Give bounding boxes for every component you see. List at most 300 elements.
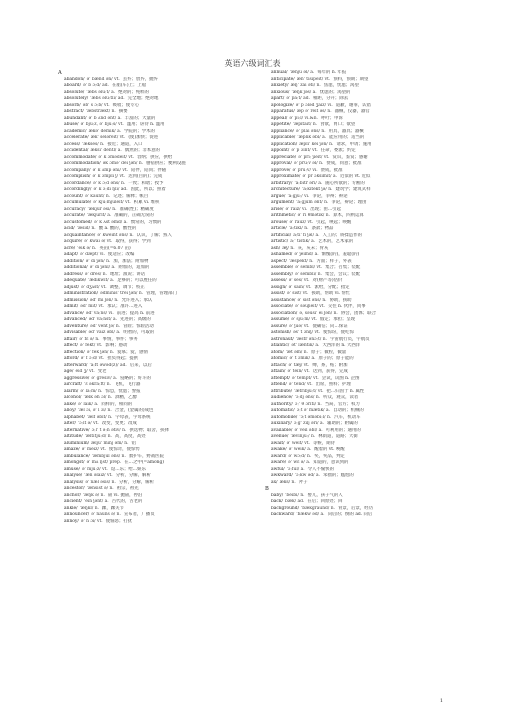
entry-pronunciation: 'æmbjul əns/ n. (91, 453, 126, 459)
entry-word: absolutely/ (64, 96, 89, 101)
entry-definition: 允许进入；承认 (121, 297, 153, 303)
entry-word: automatic/ (271, 408, 295, 413)
entry-pronunciation: 'æbs əluːt/ a. (86, 89, 116, 95)
entry-pronunciation: 'ækjur əsi/ n. (87, 206, 117, 212)
entry-definition: 向后的；倒的 ad. 向后 (327, 512, 373, 517)
entry-word: announcer/ (64, 512, 90, 517)
entry-word: afterward/ (64, 362, 88, 368)
entry-word: await/ (271, 440, 285, 446)
entry-pronunciation: əd' mi ʃən/ n. (89, 297, 119, 303)
entry-pronunciation: ə' sembl/ vt. (295, 265, 323, 270)
entry-word: assume/ (271, 317, 290, 322)
entry-pronunciation: æp ə' reit əs/ n. (296, 109, 332, 114)
entry-pronunciation: 'ɔːdj əns/ n. (294, 395, 321, 400)
entry-definition: 赏识，鉴赏；感谢 (332, 154, 368, 160)
entry-pronunciation: 'ænju əl/ a. (289, 70, 315, 75)
entry-pronunciation: ə' laːm/ n. (80, 388, 103, 394)
entry-word: automobile/ (271, 414, 298, 420)
entry-definition: 积累 vi. 堆积 (133, 200, 160, 205)
entry-definition: 灰，灰末；骨灰 (297, 245, 329, 251)
entry-definition: 祖宗，祖先 (116, 486, 139, 491)
entry-definition: 斧子 (298, 479, 308, 485)
entry-word: abstract/ (64, 109, 84, 114)
entry-word: admission/ (64, 297, 88, 303)
entry-pronunciation: aːti' fi ʃəl/ a. (293, 232, 320, 238)
entry-definition: 接近；通道，入口 (107, 141, 143, 147)
entry-word: attempt/ (271, 375, 290, 381)
entry-pronunciation: ə' di ʃən/ n. (85, 258, 111, 264)
entry-word: adequate/ (64, 278, 87, 283)
entry-word: analyse/ (64, 473, 83, 478)
entry-pronunciation: 'ɔːful/ a. (286, 466, 305, 472)
entry-word: aboard/ (64, 83, 82, 88)
entry-pronunciation: ə' fek ʃən/ n. (86, 349, 115, 355)
entry-pronunciation: ə' fekt/ vt. (80, 343, 103, 348)
entry-word: auxiliary/ (271, 421, 292, 426)
entry-definition: 明智的，可取的 (123, 330, 155, 335)
right-entry-list-b (265, 493, 461, 519)
entry-definition: 缚，系，贴；附加 (312, 362, 348, 368)
entry-word: awake/ (271, 447, 287, 452)
entry-word: addition/ (64, 258, 84, 264)
entry-pronunciation: əd' vaːnst/ a. (88, 317, 118, 322)
entry-pronunciation: ə' tend/ vt. (288, 382, 313, 387)
entry-definition: 惯常的，习惯的 (130, 219, 162, 225)
entry-definition: 相距，分开；除去 (312, 96, 349, 101)
vocab-entry (58, 519, 254, 526)
entry-pronunciation: æn' tisipeit/ vt. (296, 76, 331, 82)
entry-word: argue/ (271, 193, 286, 199)
entry-pronunciation: 'æŋk ʃəs/ a. (291, 89, 317, 95)
entry-definition: 使适应；改编 (107, 252, 135, 257)
entry-word: advanced/ (64, 317, 87, 322)
entry-word: acid/ (64, 226, 75, 231)
entry-pronunciation: 'aːft əwəd(z)/ ad. (89, 362, 127, 368)
entry-word: alike/ (64, 401, 77, 407)
entry-word: ambulance/ (64, 453, 90, 459)
entry-definition: 承认；准许…进入 (107, 304, 143, 309)
entry-pronunciation: əb' s ɔːb/ vt. (82, 102, 110, 108)
entry-pronunciation: 'ædikwit/ a. (88, 278, 115, 283)
entry-word: appreciate/ (271, 154, 297, 160)
entry-pronunciation: 'æpitait/ n. (292, 122, 318, 127)
entry-pronunciation: ə' pruːv/ vi. (292, 167, 318, 173)
right-entry-list (265, 70, 461, 486)
entry-pronunciation: ə' ses/ vt. (288, 278, 310, 283)
entry-word: annoy/ (64, 518, 79, 524)
entry-word: assistance/ (271, 297, 296, 303)
entry-word: accurate/ (64, 213, 85, 218)
entry-definition: 英亩(=6.07 亩) (99, 245, 131, 251)
section-letter-b: B (265, 486, 269, 492)
entry-word: acquaintance/ (64, 232, 96, 238)
vocab-entry (265, 512, 461, 519)
entry-pronunciation: 'ein ʃənt/ a. (83, 499, 109, 504)
entry-pronunciation: ə' b ʌnd ənt/ a. (88, 115, 122, 121)
entry-word: aluminium/ (64, 440, 90, 446)
entry-definition: 改变，变更；改成 (101, 421, 137, 426)
entry-definition: 高，高度，高处 (114, 434, 146, 439)
entry-definition: 管理，管理部门 (146, 291, 177, 296)
entry-definition: 用具，器具；器械 (328, 128, 364, 134)
entry-definition: 呼吁；申诉 (320, 115, 343, 121)
entry-pronunciation: æŋ' zai əti/ n. (290, 83, 321, 88)
entry-pronunciation: 'ætribjuːt/ vt. (294, 388, 324, 394)
entry-pronunciation: ə' dæpt/ vi. (80, 252, 105, 257)
section-letter-a: A (58, 70, 62, 76)
entry-definition: 偶然的；非本意的 (124, 148, 160, 153)
entry-definition: 出席，照料；护理 (315, 382, 351, 387)
entry-word: aggressive/ (64, 375, 90, 381)
entry-definition: 在…之中(=among) (124, 460, 164, 465)
entry-definition: 达到(目的)；完成 (128, 174, 163, 179)
entry-definition: 变老 (97, 369, 107, 374)
entry-pronunciation: ə' tæʃ/ vt. (288, 362, 310, 368)
entry-definition: 算术，四则运算 (333, 213, 364, 218)
page-title: 英语六级词汇表 (224, 59, 281, 68)
entry-definition: 等候，期待 (312, 440, 335, 446)
entry-word: backward/ (271, 512, 295, 517)
entry-definition: 当局，官方；权力 (324, 401, 360, 407)
entry-definition: 记述；解释；帐目 (113, 193, 149, 199)
entry-word: baby/ (271, 492, 284, 498)
entry-pronunciation: 'æsid/ n. (76, 226, 96, 231)
entry-word: affair/ (64, 336, 78, 342)
entry-definition: 爱慕；爱，感情 (117, 349, 148, 355)
entry-pronunciation: æksi' dentl/ a. (90, 148, 122, 153)
entry-definition: 争论，辩论；理由 (331, 200, 367, 205)
right-column (265, 70, 461, 519)
entry-definition: 在后；回原处；回 (307, 499, 343, 504)
entry-pronunciation: ə' p ɔint/ vt. (291, 148, 318, 153)
entry-pronunciation: ɔːg' zilj əri/ a. (293, 421, 325, 426)
entry-definition: 请求，申请；施用 (336, 141, 372, 147)
entry-word: assign/ (271, 284, 287, 290)
entry-word: administration/ (64, 291, 99, 296)
entry-word: awful/ (271, 466, 285, 472)
entry-pronunciation: ə, səusi' ei ʃən/ n. (299, 310, 338, 316)
entry-definition: 惊恐，忧虑；警报 (105, 388, 141, 394)
entry-definition: 把…归因于 n. 属性 (326, 388, 365, 394)
entry-word: additional/ (64, 265, 88, 270)
entry-word: artificial/ (271, 232, 292, 238)
entry-pronunciation: ə' mjuːz/ vt. (81, 466, 108, 472)
entry-pronunciation: ə' pruːv əl/ n. (293, 161, 324, 166)
entry-pronunciation: ə' f ɔːd/ vt. (80, 356, 105, 361)
entry-definition: 集会，会议；装配 (325, 271, 361, 277)
entry-definition: 使确信；向…保证 (312, 323, 348, 329)
entry-pronunciation: ə' nauns ə/ n. (91, 512, 121, 517)
entry-pronunciation: ə' laik/ a. (78, 401, 99, 407)
entry-pronunciation: 'ε əkraːft/ n. (84, 382, 111, 387)
entry-word: apart/ (271, 96, 285, 101)
entry-definition: 合金，(金属的)成色 (114, 408, 154, 413)
entry-word: association/ (271, 310, 298, 316)
entry-word: artistic/ (271, 239, 289, 244)
entry-pronunciation: æk' seləreit/ vt. (90, 135, 126, 140)
entry-word: accustomed/ (64, 219, 93, 225)
entry-pronunciation: 'beibi/ n. (285, 492, 305, 498)
entry-word: access/ (64, 141, 81, 147)
left-column (58, 70, 254, 525)
entry-pronunciation: ə' di ʃənl/ a. (89, 265, 116, 270)
entry-definition: 丰富的；大量的 (124, 115, 156, 121)
entry-pronunciation: əd' vent ʃə/ n. (90, 323, 121, 329)
entry-definition: 引起，唤起；唤醒 (316, 219, 352, 225)
entry-word: adapt/ (64, 252, 79, 257)
entry-definition: 丢弃；放弃，抛弃 (122, 76, 158, 82)
entry-word: authority/ (271, 401, 293, 407)
entry-definition: 认识，了解；熟人 (136, 232, 172, 238)
left-entry-list (58, 77, 254, 526)
entry-word: avenue/ (271, 434, 289, 439)
entry-pronunciation: 'ækjurit/ a. (86, 213, 112, 218)
entry-definition: 逗…乐；给…娱乐 (110, 466, 146, 472)
entry-definition: 准确的，正确无误的 (114, 213, 154, 218)
entry-pronunciation: ə' n ɔi/ vt. (80, 518, 103, 524)
entry-word: assess/ (271, 278, 287, 283)
entry-pronunciation: 'ɔːlt ə/ vt. (77, 421, 99, 426)
entry-pronunciation: 'ɔːkw əd/ a. (294, 473, 321, 478)
entry-definition: 赞成，同意；批准 (326, 161, 362, 166)
entry-word: admit/ (64, 304, 79, 309)
entry-pronunciation: ælju' minj əm/ n. (91, 440, 129, 446)
entry-definition: 达到，获得，完成 (312, 369, 348, 374)
entry-word: absolute/ (64, 89, 85, 95)
entry-definition: 锚 vi. 抛锚，停泊 (107, 492, 143, 498)
entry-definition: 先进的；高级的 (120, 317, 151, 322)
entry-word: arise/ (271, 206, 284, 212)
entry-word: assemble/ (271, 265, 294, 270)
entry-pronunciation: 'æt əm/ n. (285, 349, 309, 355)
entry-pronunciation: 'ækses/ n. (82, 141, 105, 147)
entry-pronunciation: ə' dʒʌst/ vt. (81, 284, 107, 290)
entry-pronunciation: ə' tempt/ vt. (291, 375, 319, 381)
entry-word: abundant/ (64, 115, 87, 121)
entry-word: aspect/ (271, 258, 287, 264)
entry-pronunciation: ə' k ɔːd əns/ n. (93, 180, 126, 186)
entry-pronunciation: ə' wɔːd/ n. (288, 453, 312, 459)
entry-definition: (使)加快；促进 (128, 135, 159, 140)
entry-pronunciation: ɔːl' t əːn ətiv/ n. (91, 427, 127, 433)
entry-definition: 随心所欲的；专断的 (325, 180, 365, 186)
entry-pronunciation: 'ælf əbit/ n. (86, 414, 113, 420)
entry-pronunciation: æpli' kei ʃən/ n. (299, 141, 334, 147)
entry-definition: 笨拙的；尴尬的 (323, 473, 354, 478)
entry-definition: 踝，踝关节 (101, 505, 124, 511)
entry-pronunciation: ə' paːt/ ad. (286, 96, 310, 101)
entry-definition: 汽车，机动车 (334, 414, 361, 420)
entry-definition: 酒精，乙醇 (115, 395, 138, 400)
entry-definition: 赞成，批准 (320, 167, 343, 173)
entry-definition: 争论，争辩；辩论 (312, 193, 348, 199)
entry-pronunciation: ə' ʃeimd/ a. (294, 252, 319, 257)
entry-word: attribute/ (271, 388, 293, 394)
entry-definition: 吸收；使专心 (112, 102, 140, 108)
entry-definition: 铝 (131, 440, 136, 446)
entry-pronunciation: ə' gresiv/ a. (91, 375, 118, 381)
entry-pronunciation: ə' tein/ vt. (287, 369, 310, 374)
entry-pronunciation: 'bækgraund/ n. (301, 505, 335, 511)
entry-word: alter/ (64, 421, 76, 426)
entry-word: accuracy/ (64, 206, 86, 212)
entry-word: attend/ (271, 382, 287, 387)
entry-definition: 后来，以后 (129, 362, 152, 368)
entry-pronunciation: ə' b ɔːd/ ad. (83, 83, 109, 88)
entry-pronunciation: ət' læntik/ a. (291, 343, 320, 348)
entry-pronunciation: ə' pr ɔksimit/ a. (302, 174, 338, 179)
entry-definition: 使恼怒；打扰 (105, 518, 133, 524)
entry-word: assembly/ (271, 271, 294, 277)
entry-pronunciation: 'aːgjuː/ vi. (287, 193, 310, 199)
entry-definition: 援助，帮助 vi. 帮忙 (311, 291, 351, 296)
entry-pronunciation: 'æŋk ə/ n. (82, 492, 105, 498)
entry-word: adventure/ (64, 323, 89, 329)
entry-word: academic/ (64, 128, 87, 134)
entry-word: anxiety/ (271, 83, 289, 88)
entry-pronunciation: ə' k ɔmpli ʃ/ vt. (92, 174, 126, 179)
entry-definition: 原子的；原子能的 (318, 356, 354, 361)
entry-definition: 加，加法；附加物 (113, 258, 149, 264)
entry-word: appliance/ (271, 128, 295, 134)
entry-word: account/ (64, 193, 84, 199)
entry-definition: 地址；演说；讲话 (109, 271, 146, 277)
entry-definition: 自动的；机械的 (333, 408, 364, 413)
entry-word: approximate/ (271, 174, 301, 179)
entry-definition: 使惊讶，使吃惊 (323, 330, 354, 335)
entry-word: alloy/ (64, 408, 77, 413)
entry-definition: 陪伴，陪同；伴随 (131, 167, 167, 173)
entry-pronunciation: ɔːt ə' mætik/ a. (296, 408, 331, 413)
entry-definition: 道歉，谢罪，认错 (335, 102, 371, 108)
entry-definition: 调整，调节；校正 (109, 284, 145, 290)
entry-pronunciation: ə' kweint əns/ n. (97, 232, 134, 238)
entry-definition: 大西洋的 n. 大西洋 (322, 343, 361, 348)
entry-word: appetite/ (271, 122, 291, 127)
entry-word: ankle/ (64, 505, 78, 511)
entry-pronunciation: ɔː' θ ɔriti/ n. (294, 401, 322, 407)
entry-pronunciation: ə' k ʌmp əni/ vt. (92, 167, 129, 173)
entry-word: approval/ (271, 161, 292, 166)
entry-word: accommodate/ (64, 154, 97, 160)
entry-pronunciation: 'aːtikl/ n. (288, 226, 309, 231)
entry-word: application/ (271, 141, 298, 147)
entry-word: abuse/ (64, 122, 79, 127)
entry-definition: 背景，后景，经历 (337, 505, 374, 511)
entry-pronunciation: ə' k ʌst əmd/ a. (94, 219, 128, 225)
entry-definition: 任命，委派；约定 (320, 148, 356, 153)
entry-pronunciation: 'aːgjum ənt/ n. (296, 200, 329, 205)
entry-pronunciation: ə' kwai ə/ vt. (84, 239, 113, 244)
entry-definition: 派给，分配；指定 (314, 284, 350, 290)
entry-definition: 婴儿，孩子气的人 (307, 492, 343, 498)
entry-word: accordingly/ (64, 187, 92, 192)
entry-pronunciation: 'æn əlaiz/ vt. (84, 473, 113, 478)
entry-pronunciation: 'æl ɔi, ə' l ɔi/ n. (78, 408, 112, 413)
entry-definition: 滥用；虐待 n. 滥用 (126, 122, 165, 127)
entry-pronunciation: 'aːkitekt ʃə/ n. (302, 187, 333, 192)
entry-pronunciation: 'ænsist ə/ n. (86, 486, 114, 491)
entry-definition: 近似的 vt. 近似 (340, 174, 371, 179)
entry-word: arouse/ (271, 219, 288, 225)
entry-pronunciation: ə' weik/ a. (288, 447, 312, 452)
entry-pronunciation: æʃ/ n. (282, 245, 295, 251)
entry-pronunciation: ə' k ɔːdi ŋli/ ad. (93, 187, 128, 192)
entry-word: address/ (64, 271, 83, 277)
entry-definition: 使惊奇，使惊愕 (109, 447, 140, 452)
entry-word: advance/ (64, 310, 84, 316)
entry-word: amongst/ (64, 460, 85, 465)
entry-definition: 建筑学；建筑式样 (335, 187, 371, 192)
entry-pronunciation: ə' raiz/ vi. (285, 206, 308, 212)
entry-pronunciation: 'ævinjuː/ n. (290, 434, 316, 439)
entry-word: accommodation/ (64, 161, 101, 166)
entry-pronunciation: ə' sjuːm/ vt. (291, 317, 318, 322)
entry-word: attach/ (271, 362, 287, 368)
entry-word: acre/ (64, 245, 76, 251)
entry-pronunciation: 'aːbitr əri/ a. (294, 180, 323, 186)
entry-definition: 侵略的；好斗的 (120, 375, 151, 381)
entry-word: appoint/ (271, 148, 290, 153)
entry-word: ancient/ (64, 499, 82, 504)
entry-word: accidental/ (64, 148, 89, 153)
entry-definition: 绝对的；纯粹的 (118, 89, 149, 95)
entry-pronunciation: ədminis' trei ʃən/ n. (100, 291, 144, 296)
entry-definition: 在船(车)上；上船 (111, 83, 147, 88)
entry-pronunciation: ækə' demik/ a. (88, 128, 122, 134)
entry-definition: 足够的；可以胜任的 (117, 278, 157, 283)
entry-definition: 分析，分解，解析 (118, 479, 155, 485)
entry-definition: 方面；样子，外表 (316, 258, 352, 264)
entry-word: audience/ (271, 395, 293, 400)
entry-word: amaze/ (64, 447, 80, 452)
entry-definition: 取得，获得；学到 (115, 239, 151, 244)
entry-pronunciation: ə' mʌ ŋst/ prep. (86, 460, 122, 465)
entry-pronunciation: 'æŋkl/ n. (79, 505, 99, 511)
entry-definition: 宣布者，广播员 (123, 512, 155, 517)
entry-word: acquire/ (64, 239, 83, 244)
entry-word: adjust/ (64, 284, 80, 290)
entry-pronunciation: 'æstr ənɔːt/ n. (295, 336, 327, 342)
entry-definition: 集合；召集；装配 (325, 265, 361, 270)
entry-definition: 分析，分解，解析 (115, 473, 151, 478)
entry-word: afford/ (64, 356, 79, 361)
entry-pronunciation: 'æplik əbl/ a. (297, 135, 327, 140)
entry-definition: 艺术的，艺术家的 (318, 239, 354, 244)
entry-pronunciation: 'ɔːt əməbiːl/ n. (299, 414, 332, 420)
entry-pronunciation: ə' plai əns/ n. (296, 128, 326, 134)
entry-definition: 救护车，野战医院 (128, 453, 165, 459)
entry-word: back/ (271, 499, 284, 504)
entry-word: astronaut/ (271, 336, 294, 342)
entry-pronunciation: ə' priː ʃieit/ vt. (298, 154, 330, 160)
entry-definition: 飞机，飞行器 (114, 382, 141, 387)
entry-pronunciation: ə' p ɔləd ʒaiz/ vi. (295, 102, 333, 108)
entry-pronunciation: 'æspekt/ n. (288, 258, 314, 264)
entry-definition: 令人不愉快的 (307, 466, 334, 472)
entry-pronunciation: aː' tistik/ a. (290, 239, 316, 244)
page-number: 1 (439, 698, 443, 704)
entry-pronunciation: əd' vaːns/ vi. (85, 310, 114, 316)
entry-pronunciation: 'eik ə/ n. (77, 245, 97, 251)
entry-definition: 原子；微粒，微量 (311, 349, 347, 355)
entry-word: assure/ (271, 323, 288, 329)
entry-pronunciation: əs' t ɔniʃ/ vt. (293, 330, 321, 335)
entry-pronunciation: ə' næl əsis/ n. (85, 479, 116, 485)
entry-word: background/ (271, 505, 300, 511)
entry-definition: 可利用的；通用的 (325, 427, 361, 433)
entry-pronunciation: ə' weit/ vt. (286, 440, 310, 446)
